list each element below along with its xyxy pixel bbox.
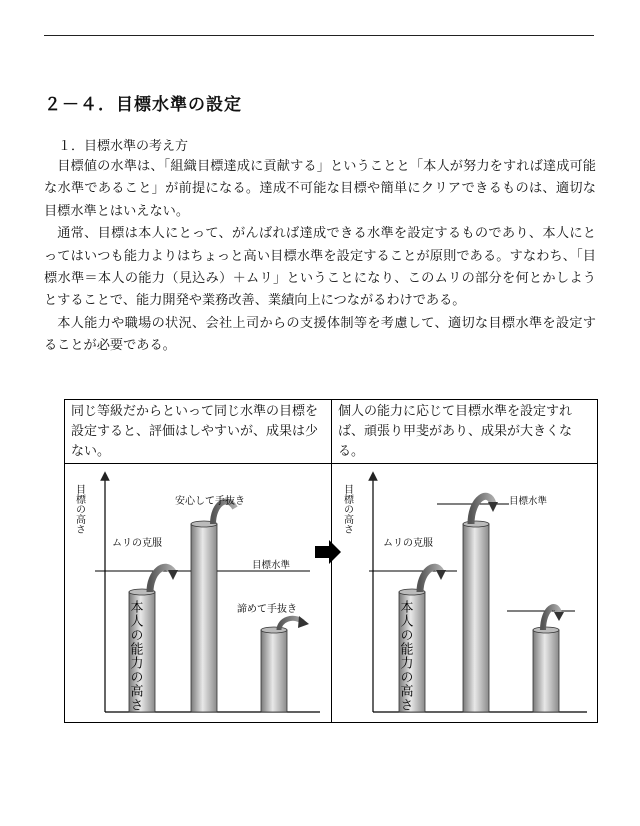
comparison-figure bbox=[64, 399, 598, 723]
paragraph-2: 通常、目標は本人にとって、がんばれば達成できる水準を設定するものであり、本人にとってはいつも能力よりはちょっと高い目標水準を設定することが原則である。すなわち、「目標水準＝本人の能力（見込み）＋ムリ」ということになり、このムリの部分を何とかしようとすることで、能力開発や業務改善、業績向上につながるわけである。 bbox=[44, 226, 596, 309]
right-pillar-3 bbox=[533, 630, 559, 712]
left-pillar-2 bbox=[191, 524, 217, 712]
left-pillar-3-top bbox=[261, 627, 287, 633]
right-muri-arrow-2 bbox=[471, 496, 493, 524]
paragraph-3: 本人能力や職場の状況、会社上司からの支援体制等を考慮して、適切な目標水準を設定することが必要である。 bbox=[44, 315, 596, 354]
left-akirame-label: 諦めて手抜き bbox=[237, 604, 297, 615]
left-panel bbox=[74, 476, 321, 712]
left-y-axis-label: 目標の高さ bbox=[73, 484, 85, 534]
right-muri-label: ムリの克服 bbox=[383, 538, 433, 549]
body-text bbox=[44, 156, 596, 358]
subsection-heading: １．目標水準の考え方 bbox=[58, 139, 189, 154]
right-muri-arrowhead-1 bbox=[436, 570, 446, 580]
top-rule bbox=[44, 35, 594, 36]
right-pillar-2 bbox=[463, 524, 489, 712]
right-caption: 個人の能力に応じて目標水準を設定すれば、頑張り甲斐があり、成果が大きくなる。 bbox=[332, 400, 597, 464]
right-panel bbox=[342, 476, 588, 712]
paragraph-1: 目標値の水準は、「組織目標達成に貢献する」ということと「本人が努力をすれば達成可能な水準であること」が前提になる。達成不可能な目標や簡単にクリアできるものは、適切な目標水準とはいえない。 bbox=[44, 159, 596, 219]
left-pillar-1-text: 本人の能力の高さ bbox=[127, 600, 143, 712]
transition-arrow-icon bbox=[315, 540, 341, 564]
diagram-svg bbox=[65, 464, 597, 722]
left-muri-label: ムリの克服 bbox=[112, 538, 162, 549]
right-muri-arrowhead-2 bbox=[488, 502, 498, 512]
left-anshin-label: 安心して手抜き bbox=[175, 496, 245, 507]
right-target-label: 目標水準 bbox=[509, 496, 548, 507]
left-muri-arrowhead bbox=[168, 570, 178, 580]
left-target-label: 目標水準 bbox=[252, 560, 291, 571]
left-caption: 同じ等級だからといって同じ水準の目標を設定すると、評価はしやすいが、成果は少ない。 bbox=[65, 400, 332, 464]
right-pillar-1-text: 本人の能力の高さ bbox=[397, 600, 413, 712]
right-muri-arrow-3 bbox=[543, 607, 559, 630]
right-y-axis-label: 目標の高さ bbox=[341, 484, 353, 534]
left-akirame-arrowhead bbox=[298, 616, 309, 628]
left-pillar-3 bbox=[261, 630, 287, 712]
right-muri-arrowhead-3 bbox=[554, 612, 564, 621]
section-heading: ２－４．目標水準の設定 bbox=[44, 95, 242, 115]
right-pillar-2-top bbox=[463, 521, 489, 527]
